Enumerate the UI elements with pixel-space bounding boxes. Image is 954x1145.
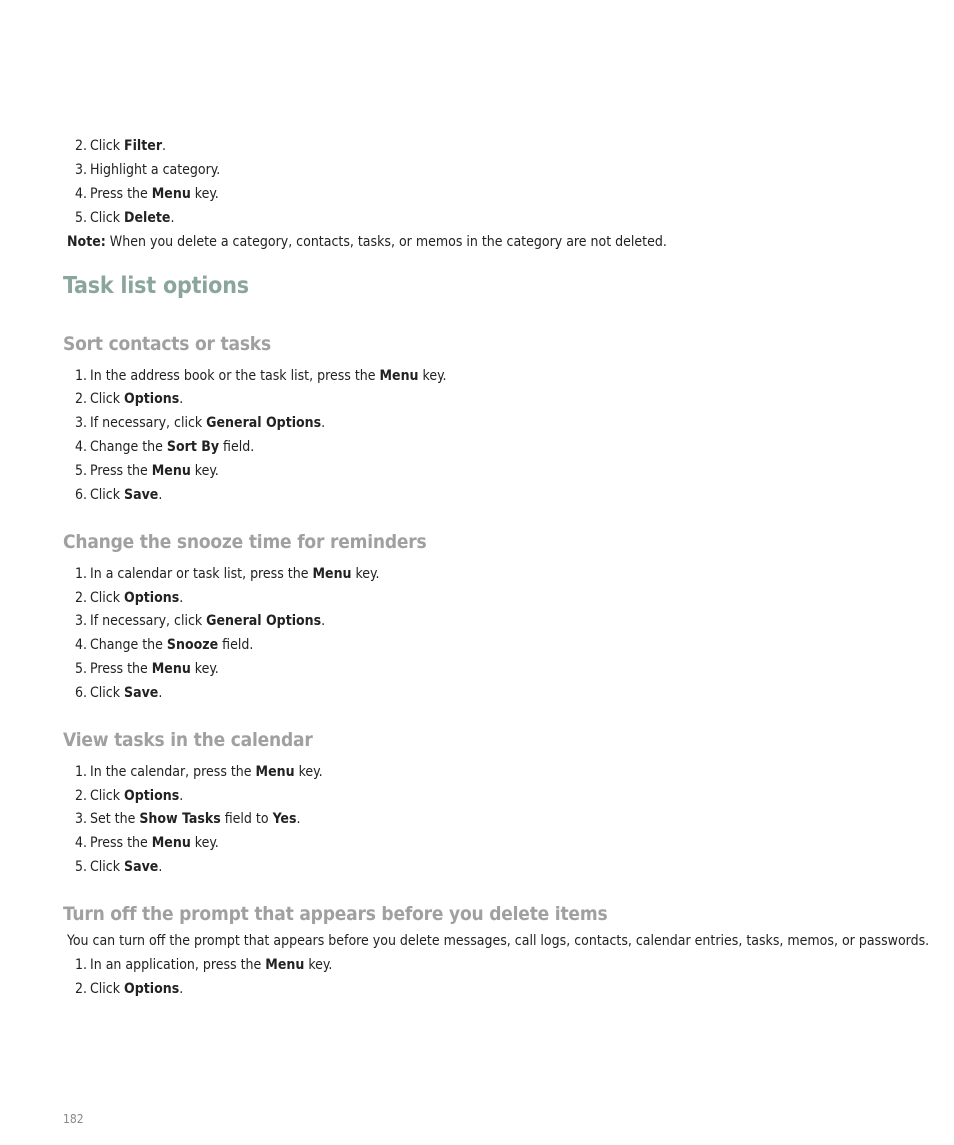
section-intro: You can turn off the prompt that appears before you delete messages, call logs, contacts, calendar entries, tasks, memos, or passwords. bbox=[67, 933, 930, 949]
section-heading-snooze: Change the snooze time for reminders bbox=[63, 531, 427, 553]
section-heading-delete-prompt: Turn off the prompt that appears before you delete items bbox=[63, 903, 608, 925]
note: Note: When you delete a category, contacts, tasks, or memos in the category are not deleted. bbox=[67, 234, 667, 250]
section-heading-sort: Sort contacts or tasks bbox=[63, 333, 271, 355]
page-number: 182 bbox=[63, 1112, 84, 1126]
section-heading-view-tasks: View tasks in the calendar bbox=[63, 729, 313, 751]
document-page: 2. Click Filter. 3. Highlight a category. 4. Press the Menu key. 5. Click Delete. Note: When you delete a category, contacts, tasks, or memos in the category are not deleted. Task list options Sort contacts or tasks 1. In the address book or the task list, press the Menu key. 2. Click Options. 3. If necessary, click General Options. 4. Change the Sort By field. 5. Press the Menu key. 6. Click Save. Change the snooze time for reminders 1. In a calendar or task list, press the Menu key. 2. Click Options. 3. If necessary, click General Options. 4. Change the Snooze field. 5. Press the Menu key. 6. Click Save. View tasks in the calendar 1. In the calendar, press the Menu key. 2. Click Options. 3. Set the Show Tasks field to Yes. 4. Press the Menu key. 5. Click Save. Turn off the prompt that appears before you delete items You can turn off the prompt that appears before you delete messages, call logs, contacts, calendar entries, tasks, memos, or passwords. 1. In an application, press the Menu key. 2. Click Options. 182 bbox=[63, 138, 930, 1126]
page-title: Task list options bbox=[63, 273, 249, 299]
